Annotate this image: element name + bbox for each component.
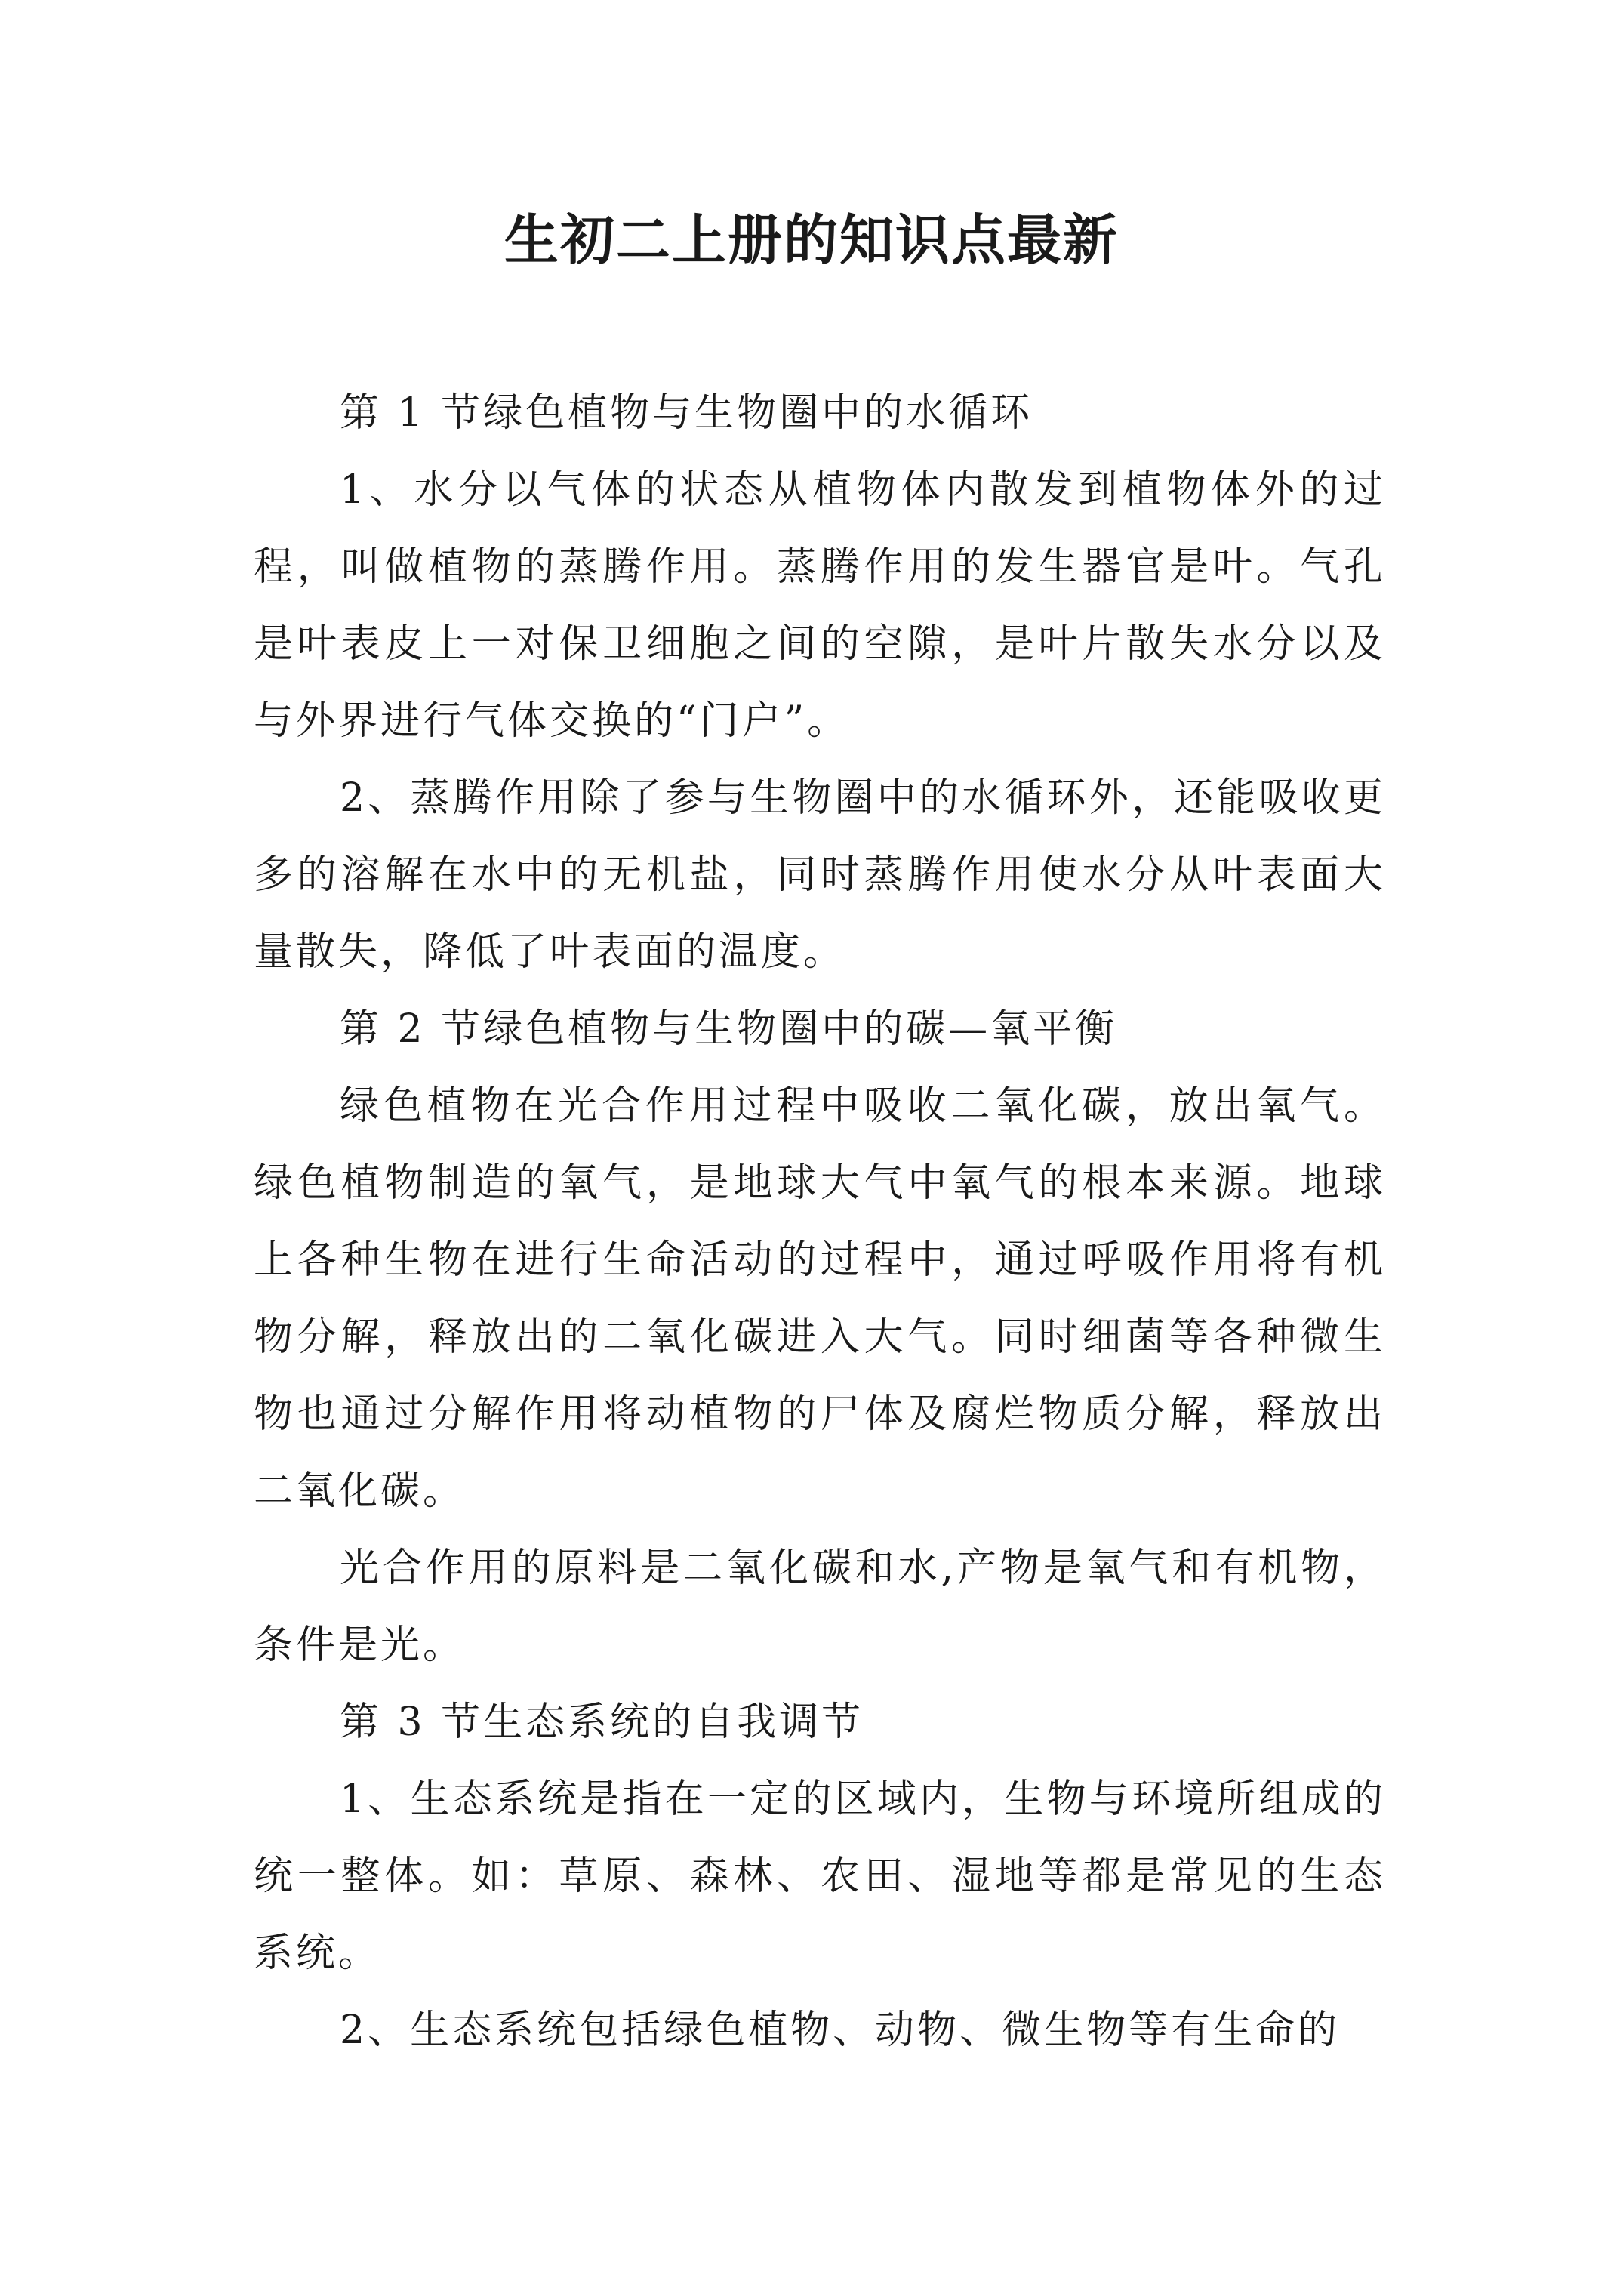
paragraph: 1、水分以气体的状态从植物体内散发到植物体外的过程，叫做植物的蒸腾作用。蒸腾作用的发生器官是叶。气孔是叶表皮上一对保卫细胞之间的空隙，是叶片散失水分以及与外界进行气体交换的“门户”。 [254,467,1386,744]
section-heading-1: 第 1 节绿色植物与生物圈中的水循环 [340,390,1033,436]
section-heading-2: 第 2 节绿色植物与生物圈中的碳—氧平衡 [340,1006,1118,1052]
paragraph: 光合作用的原料是二氧化碳和水,产物是氧气和有机物，条件是光。 [254,1546,1386,1668]
document-title: 生初二上册的知识点最新 [504,208,1119,272]
paragraph: 2、生态系统包括绿色植物、动物、微生物等有生命的 [340,2008,1341,2053]
paragraph: 1、生态系统是指在一定的区域内，生物与环境所组成的统一整体。如：草原、森林、农田、湿地等都是常见的生态系统。 [254,1777,1386,1976]
section-heading-3: 第 3 节生态系统的自我调节 [340,1700,864,1745]
paragraph: 绿色植物在光合作用过程中吸收二氧化碳，放出氧气。绿色植物制造的氧气，是地球大气中氧气的根本来源。地球上各种生物在进行生命活动的过程中，通过呼吸作用将有机物分解，释放出的二氧化碳进入大气。同时细菌等各种微生物也通过分解作用将动植物的尸体及腐烂物质分解，释放出二氧化碳。 [254,1083,1386,1514]
paragraph: 2、蒸腾作用除了参与生物圈中的水循环外，还能吸收更多的溶解在水中的无机盐，同时蒸腾作用使水分从叶表面大量散失，降低了叶表面的温度。 [254,775,1386,975]
document-body [254,374,1386,2069]
